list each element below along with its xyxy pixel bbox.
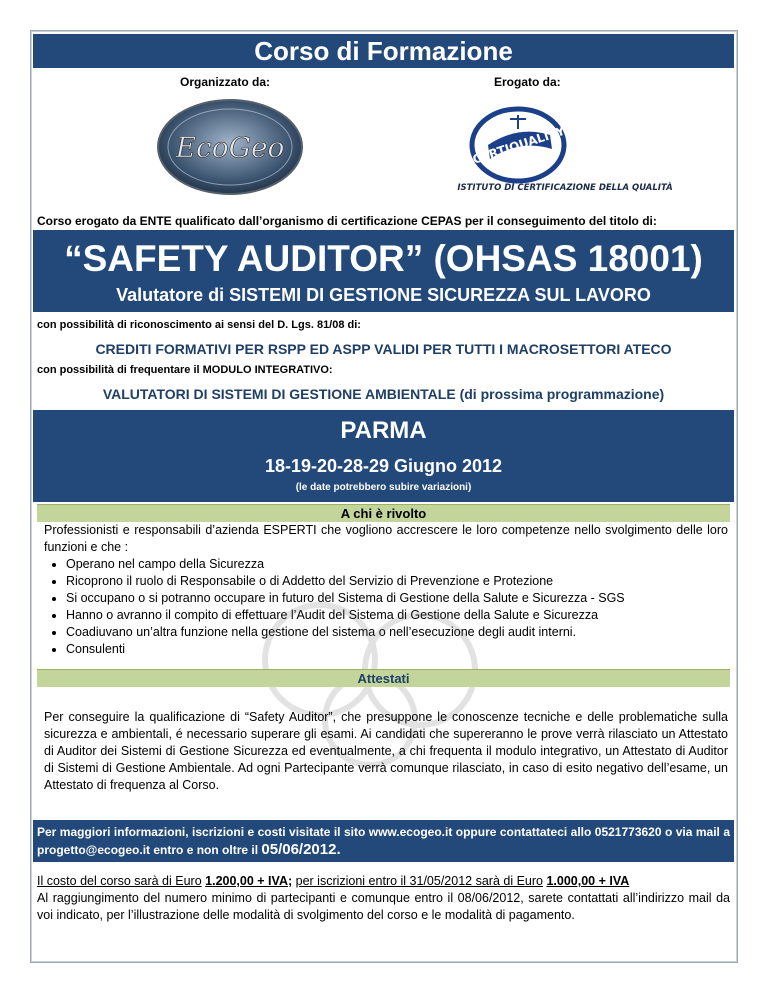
list-item: • Si occupano o si potranno occupare in futuro del Sistema di Gestione della Salute e Sicurezza - SGS xyxy=(66,590,625,607)
info-text xyxy=(37,820,730,859)
accreditation-text: Corso erogato da ENTE qualificato dall’organismo di certificazione CEPAS per il conseguimento del titolo di: xyxy=(37,214,657,228)
module-intro: con possibilità di frequentare il MODULO INTEGRATIVO: xyxy=(37,364,333,376)
svg-text:EcoGeo: EcoGeo xyxy=(175,131,285,164)
list-item: • Consulenti xyxy=(66,641,625,658)
list-item: • Operano nel campo della Sicurezza xyxy=(66,556,625,573)
event-banner xyxy=(33,410,734,502)
organized-label: Organizzato da: xyxy=(180,75,271,89)
page-title: Corso di Formazione xyxy=(254,36,513,66)
cost-early-label: per iscrizioni entro il 31/05/2012 sarà di Euro xyxy=(295,874,543,888)
title-banner xyxy=(33,34,734,68)
svg-text:ISTITUTO DI CERTIFICAZIONE DEL: ISTITUTO DI CERTIFICAZIONE DELLA QUALITÀ xyxy=(457,183,673,193)
cost-full-price: 1.200,00 + IVA; xyxy=(205,874,293,888)
cost-section xyxy=(37,873,730,924)
info-banner xyxy=(33,820,734,862)
info-body: Per maggiori informazioni, iscrizioni e costi visitate il sito www.ecogeo.it oppure contattateci allo 0521773620 o via mail a progetto@ecogeo.it entro e non oltre il xyxy=(37,825,730,857)
event-dates-note: (le date potrebbero subire variazioni) xyxy=(295,482,472,493)
list-item: • Coadiuvano un’altra funzione nella gestione del sistema o nell’esecuzione degli audit interni. xyxy=(66,624,625,641)
course-title: “SAFETY AUDITOR” (OHSAS 18001) xyxy=(64,238,703,279)
certiquality-logo xyxy=(440,105,680,195)
cost-followup: Al raggiungimento del numero minimo di partecipanti e comunque entro il 08/06/2012, sarete contattati all’indirizzo mail da voi indicato, per l’illustrazione delle modalità di svolgimento del corso e le modalità di pagamento. xyxy=(37,891,730,922)
event-city: PARMA xyxy=(340,417,427,444)
audience-intro: Professionisti e responsabili d’azienda ESPERTI che vogliono accrescere le loro competenze nello svolgimento delle loro funzioni e che : xyxy=(44,523,728,554)
credits-heading: CREDITI FORMATIVI PER RSPP ED ASPP VALIDI PER TUTTI I MACROSETTORI ATECO xyxy=(95,341,672,357)
svg-text:CERTIQUALITY: CERTIQUALITY xyxy=(470,123,567,167)
cost-label: Il costo del corso sarà di Euro xyxy=(37,874,202,888)
recognition-intro: con possibilità di riconoscimento ai sensi del D. Lgs. 81/08 di: xyxy=(37,319,361,331)
audience-heading: A chi è rivolto xyxy=(37,504,730,522)
ecogeo-logo xyxy=(155,97,305,197)
cost-early-price: 1.000,00 + IVA xyxy=(546,874,630,888)
course-subtitle: Valutatore di SISTEMI DI GESTIONE SICUREZZA SUL LAVORO xyxy=(116,285,651,305)
event-dates: 18-19-20-28-29 Giugno 2012 xyxy=(264,456,503,476)
list-item: • Hanno o avranno il compito di effettuare l’Audit del Sistema di Gestione della Salute e Sicurezza xyxy=(66,607,625,624)
certificates-text: Per conseguire la qualificazione di “Safety Auditor”, che presuppone le conoscenze tecniche e delle problematiche sulla sicurezza e ambientali, é necessario superare gli esami. Ai candidati che supereranno le prove verrà rilasciato un Attestato di Auditor dei Sistemi di Gestione Sicurezza ed eventualmente, a chi frequenta il modulo integrativo, un Attestato di Auditor di Sistemi di Gestione Ambientale. Ad ogni Partecipante verrà comunque rilasciato, in caso di esito negativo dell’esame, un Attestato di frequenza al Corso. xyxy=(44,710,728,792)
delivered-label: Erogato da: xyxy=(494,75,561,89)
course-title-banner xyxy=(33,230,734,312)
info-deadline: 05/06/2012. xyxy=(261,841,341,858)
module-heading: VALUTATORI DI SISTEMI DI GESTIONE AMBIENTALE (di prossima programmazione) xyxy=(102,386,665,402)
certificates-heading: Attestati xyxy=(37,669,730,687)
list-item: • Ricoprono il ruolo di Responsabile o di Addetto del Servizio di Prevenzione e Protezione xyxy=(66,573,625,590)
